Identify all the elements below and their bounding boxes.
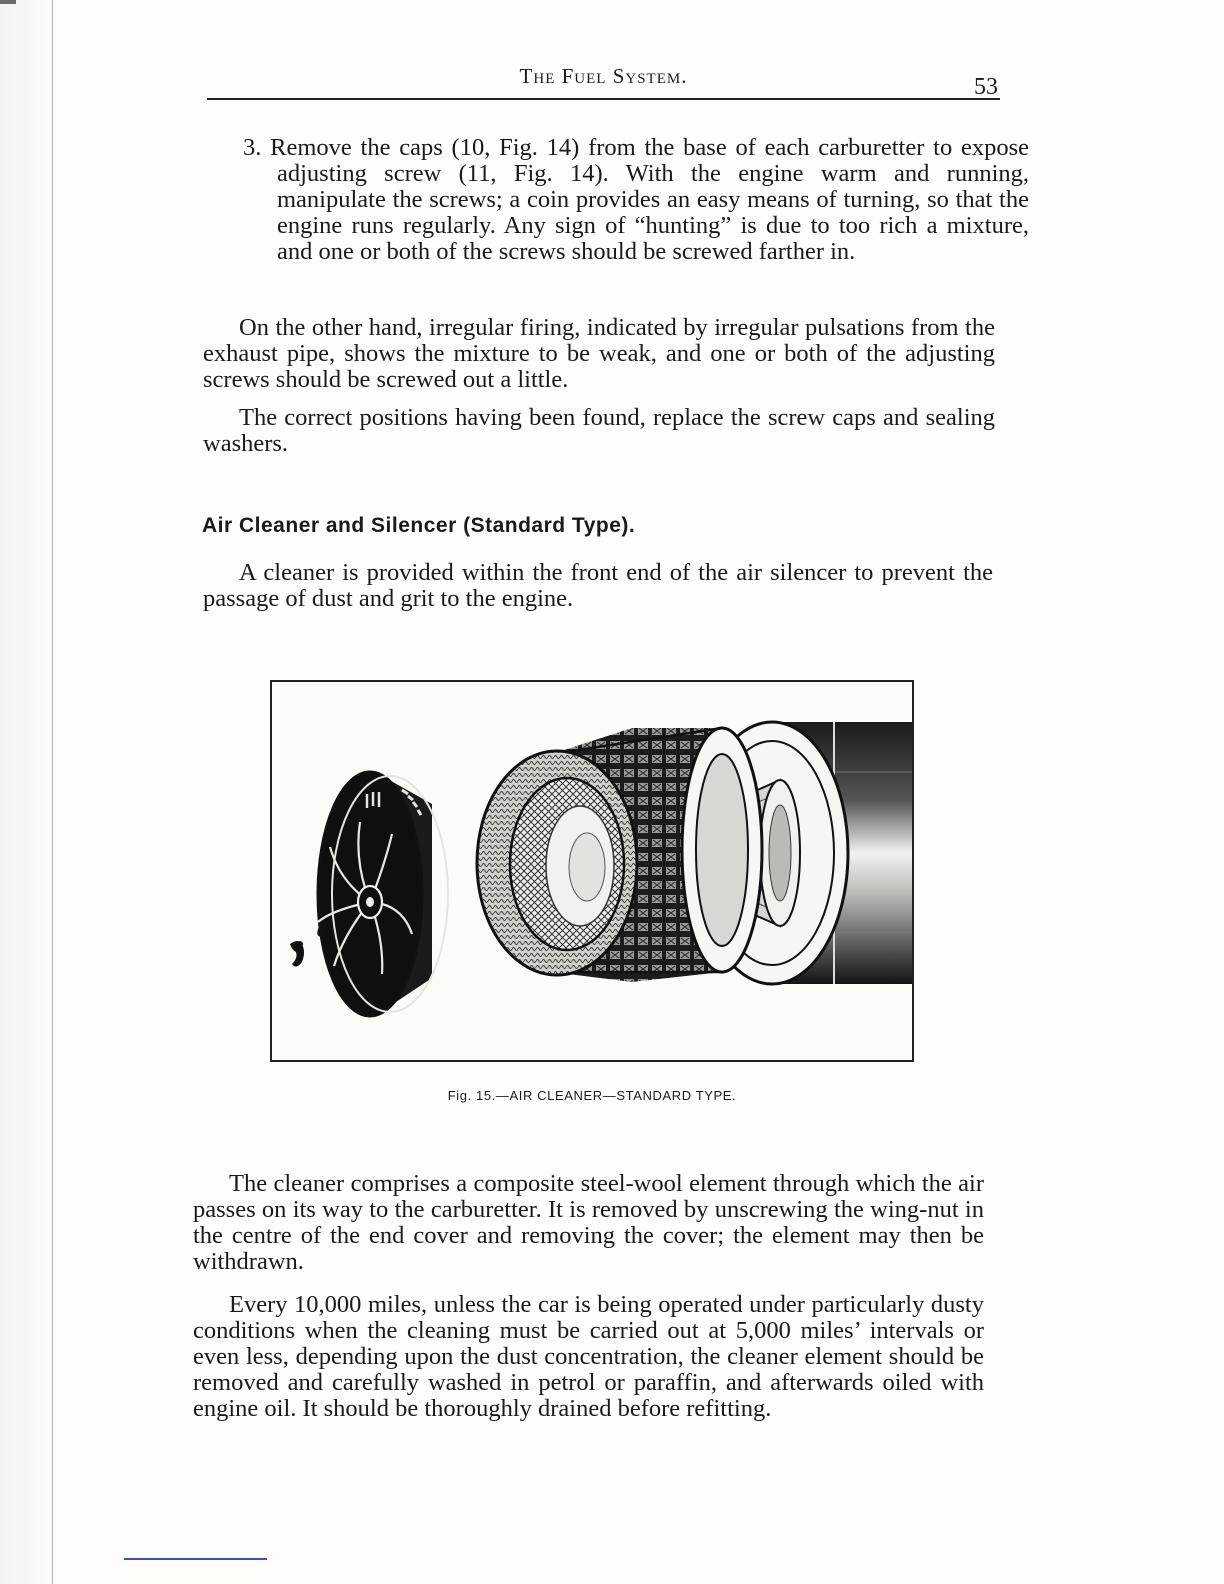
paragraph-irregular-firing: On the other hand, irregular firing, indicated by irregular pulsations from the exhaust pipe, shows the mixture to be weak, and one or both of the adjusting screws should be screwed out a little. [203, 314, 995, 393]
bottom-rule [124, 1558, 267, 1560]
scan-corner-mark [0, 0, 16, 4]
steel-wool-element [477, 728, 762, 982]
section-heading-air-cleaner: Air Cleaner and Silencer (Standard Type). [202, 514, 636, 537]
step-3-instruction: 3. Remove the caps (10, Fig. 14) from the base of each carburetter to expose adjusting screw (11, Fig. 14). With the engine warm and running, manipulate the screws; a coin provides an easy means of turning, so that the engine runs regularly. Any sign of “hunting” is due to too rich a mixture, and one or both of the screws should be screwed farther in. [243, 134, 1029, 265]
end-cover [318, 772, 448, 1016]
paragraph-cleaner-intro: A cleaner is provided within the front end of the air silencer to prevent the passage of dust and grit to the engine. [203, 559, 993, 612]
running-title: The Fuel System. [519, 64, 688, 88]
figure-caption: Fig. 15.—AIR CLEANER—STANDARD TYPE. [447, 1088, 737, 1103]
air-cleaner-illustration [272, 682, 912, 1060]
paragraph-correct-positions: The correct positions having been found, replace the screw caps and sealing washers. [203, 404, 995, 457]
air-cleaner-figure [270, 680, 914, 1062]
paragraph-maintenance: Every 10,000 miles, unless the car is being operated under particularly dusty conditions when the cleaning must be carried out at 5,000 miles’ intervals or even less, depending upon the dust concentration, the cleaner element should be removed and carefully washed in petrol or paraffin, and afterwards oiled with engine oil. It should be thoroughly drained before refitting. [193, 1291, 984, 1422]
page-header [207, 56, 1000, 100]
paragraph-cleaner-composition: The cleaner comprises a composite steel-wool element through which the air passes on its way to the carburetter. It is removed by unscrewing the wing-nut in the centre of the end cover and removing the cover; the element may then be withdrawn. [193, 1170, 984, 1275]
page-binding-edge [0, 0, 53, 1584]
page-number: 53 [974, 74, 998, 100]
